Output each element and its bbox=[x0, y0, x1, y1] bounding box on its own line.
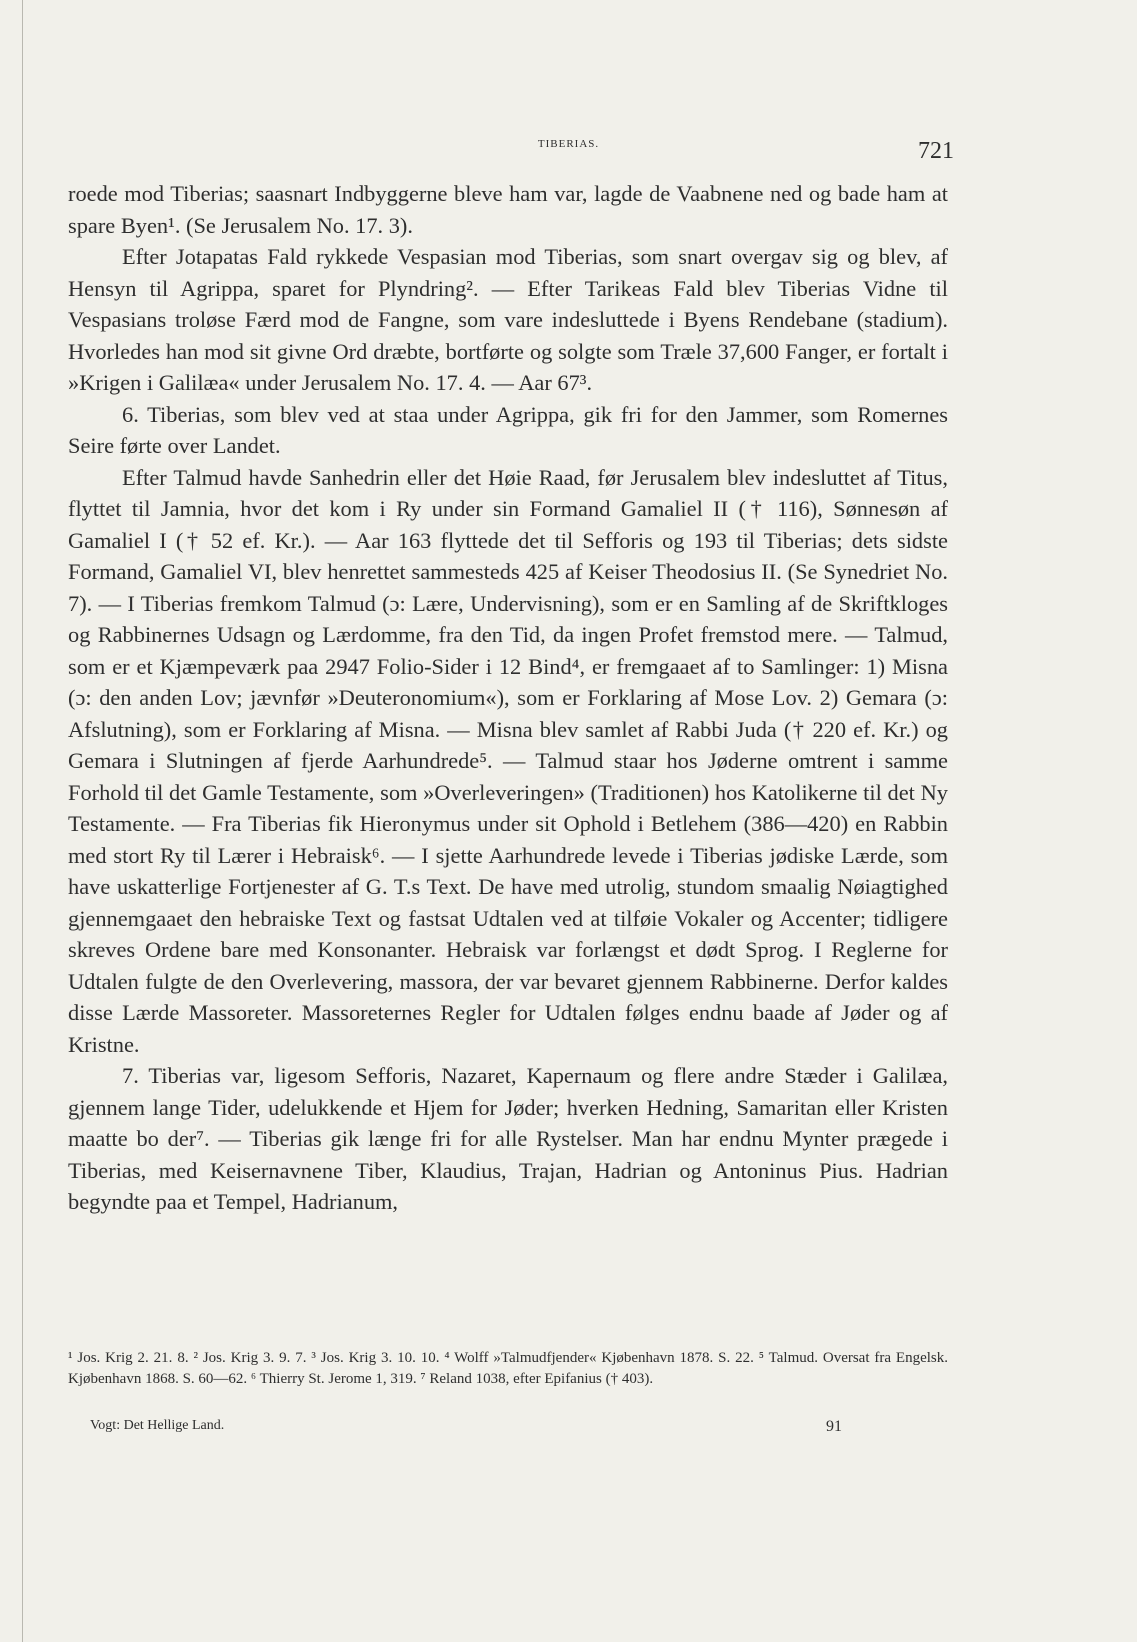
paragraph-jotapata: Efter Jotapatas Fald rykkede Vespasian mod Tiberias, som snart overgav sig og blev, af Hensyn til Agrippa, sparet for Plyndring². — Efter Tarikeas Fald blev Tiberias Vidne til Vespasians troløse Færd mod de Fangne, som vare indesluttede i Byens Rendebane (stadium). Hvorledes han mod sit givne Ord dræbte, bortførte og solgte som Træle 37,600 Fanger, er fortalt i »Krigen i Galilæa« under Jerusalem No. 17. 4. — Aar 67³. bbox=[68, 244, 948, 395]
signature-mark: 91 bbox=[826, 1418, 842, 1435]
running-title: TIBERIAS. bbox=[537, 138, 600, 150]
main-text bbox=[68, 178, 948, 1218]
imprint-line: Vogt: Det Hellige Land. bbox=[90, 1418, 225, 1433]
paragraph-continuation: roede mod Tiberias; saasnart Indbyggerne bleve ham var, lagde de Vaabnene ned og bade ham at spare Byen¹. (Se Jerusalem No. 17. 3). bbox=[68, 181, 948, 238]
page-number: 721 bbox=[918, 138, 954, 164]
footnotes: ¹ Jos. Krig 2. 21. 8. ² Jos. Krig 3. 9. 7. ³ Jos. Krig 3. 10. 10. ⁴ Wolff »Talmudfjender« Kjøbenhavn 1878. S. 22. ⁵ Talmud. Oversat fra Engelsk. Kjøbenhavn 1868. S. 60—62. ⁶ Thierry St. Jerome 1, 319. ⁷ Reland 1038, efter Epifanius († 403). bbox=[68, 1350, 948, 1387]
page-edge-line bbox=[22, 0, 23, 1642]
paragraph-section-6: 6. Tiberias, som blev ved at staa under Agrippa, gik fri for den Jammer, som Romernes Seire førte over Landet. bbox=[68, 401, 948, 458]
paragraph-talmud: Efter Talmud havde Sanhedrin eller det Høie Raad, før Jerusalem blev indesluttet af Titus, flyttet til Jamnia, hvor det kom i Ry under sin Formand Gamaliel II († 116), Sønnesøn af Gamaliel I († 52 ef. Kr.). — Aar 163 flyttede det til Sefforis og 193 til Tiberias; dets sidste Formand, Gamaliel VI, blev henrettet sammesteds 425 af Keiser Theodosius II. (Se Synedriet No. 7). — I Tiberias fremkom Talmud (ɔ: Lære, Undervisning), som er en Samling af de Skriftkloges og Rabbinernes Udsagn og Lærdomme, fra den Tid, da ingen Profet fremstod mere. — Talmud, som er et Kjæmpeværk paa 2947 Folio-Sider i 12 Bind⁴, er fremgaaet af to Samlinger: 1) Misna (ɔ: den anden Lov; jævnfør »Deuteronomium«), som er Forklaring af Mose Lov. 2) Gemara (ɔ: Afslutning), som er Forklaring af Misna. — Misna blev samlet af Rabbi Juda († 220 ef. Kr.) og Gemara i Slutningen af fjerde Aarhundrede⁵. — Talmud staar hos Jøderne omtrent i samme Forhold til det Gamle Testamente, som »Overleveringen» (Traditionen) hos Katolikerne til det Ny Testamente. — Fra Tiberias fik Hieronymus under sit Ophold i Betlehem (386—420) en Rabbin med stort Ry til Lærer i Hebraisk⁶. — I sjette Aarhundrede levede i Tiberias jødiske Lærde, som have uskatterlige Fortjenester af G. T.s Text. De have med utrolig, stundom smaalig Nøiagtighed gjennemgaaet den hebraiske Text og fastsat Udtalen ved at tilføie Vokaler og Accenter; tidligere skreves Ordene bare med Konsonanter. Hebraisk var forlængst et dødt Sprog. I Reglerne for Udtalen fulgte de den Overlevering, massora, der var bevaret gjennem Rabbinerne. Derfor kaldes disse Lærde Massoreter. Massoreternes Regler for Udtalen følges endnu baade af Jøder og af Kristne. bbox=[68, 464, 948, 1057]
paragraph-section-7: 7. Tiberias var, ligesom Sefforis, Nazaret, Kapernaum og flere andre Stæder i Galilæa, gjennem lange Tider, udelukkende et Hjem for Jøder; hverken Hedning, Samaritan eller Kristen maatte bo der⁷. — Tiberias gik længe fri for alle Rystelser. Man har endnu Mynter prægede i Tiberias, med Keisernavnene Tiber, Klaudius, Trajan, Hadrian og Antoninus Pius. Hadrian begyndte paa et Tempel, Hadrianum, bbox=[68, 1063, 948, 1214]
